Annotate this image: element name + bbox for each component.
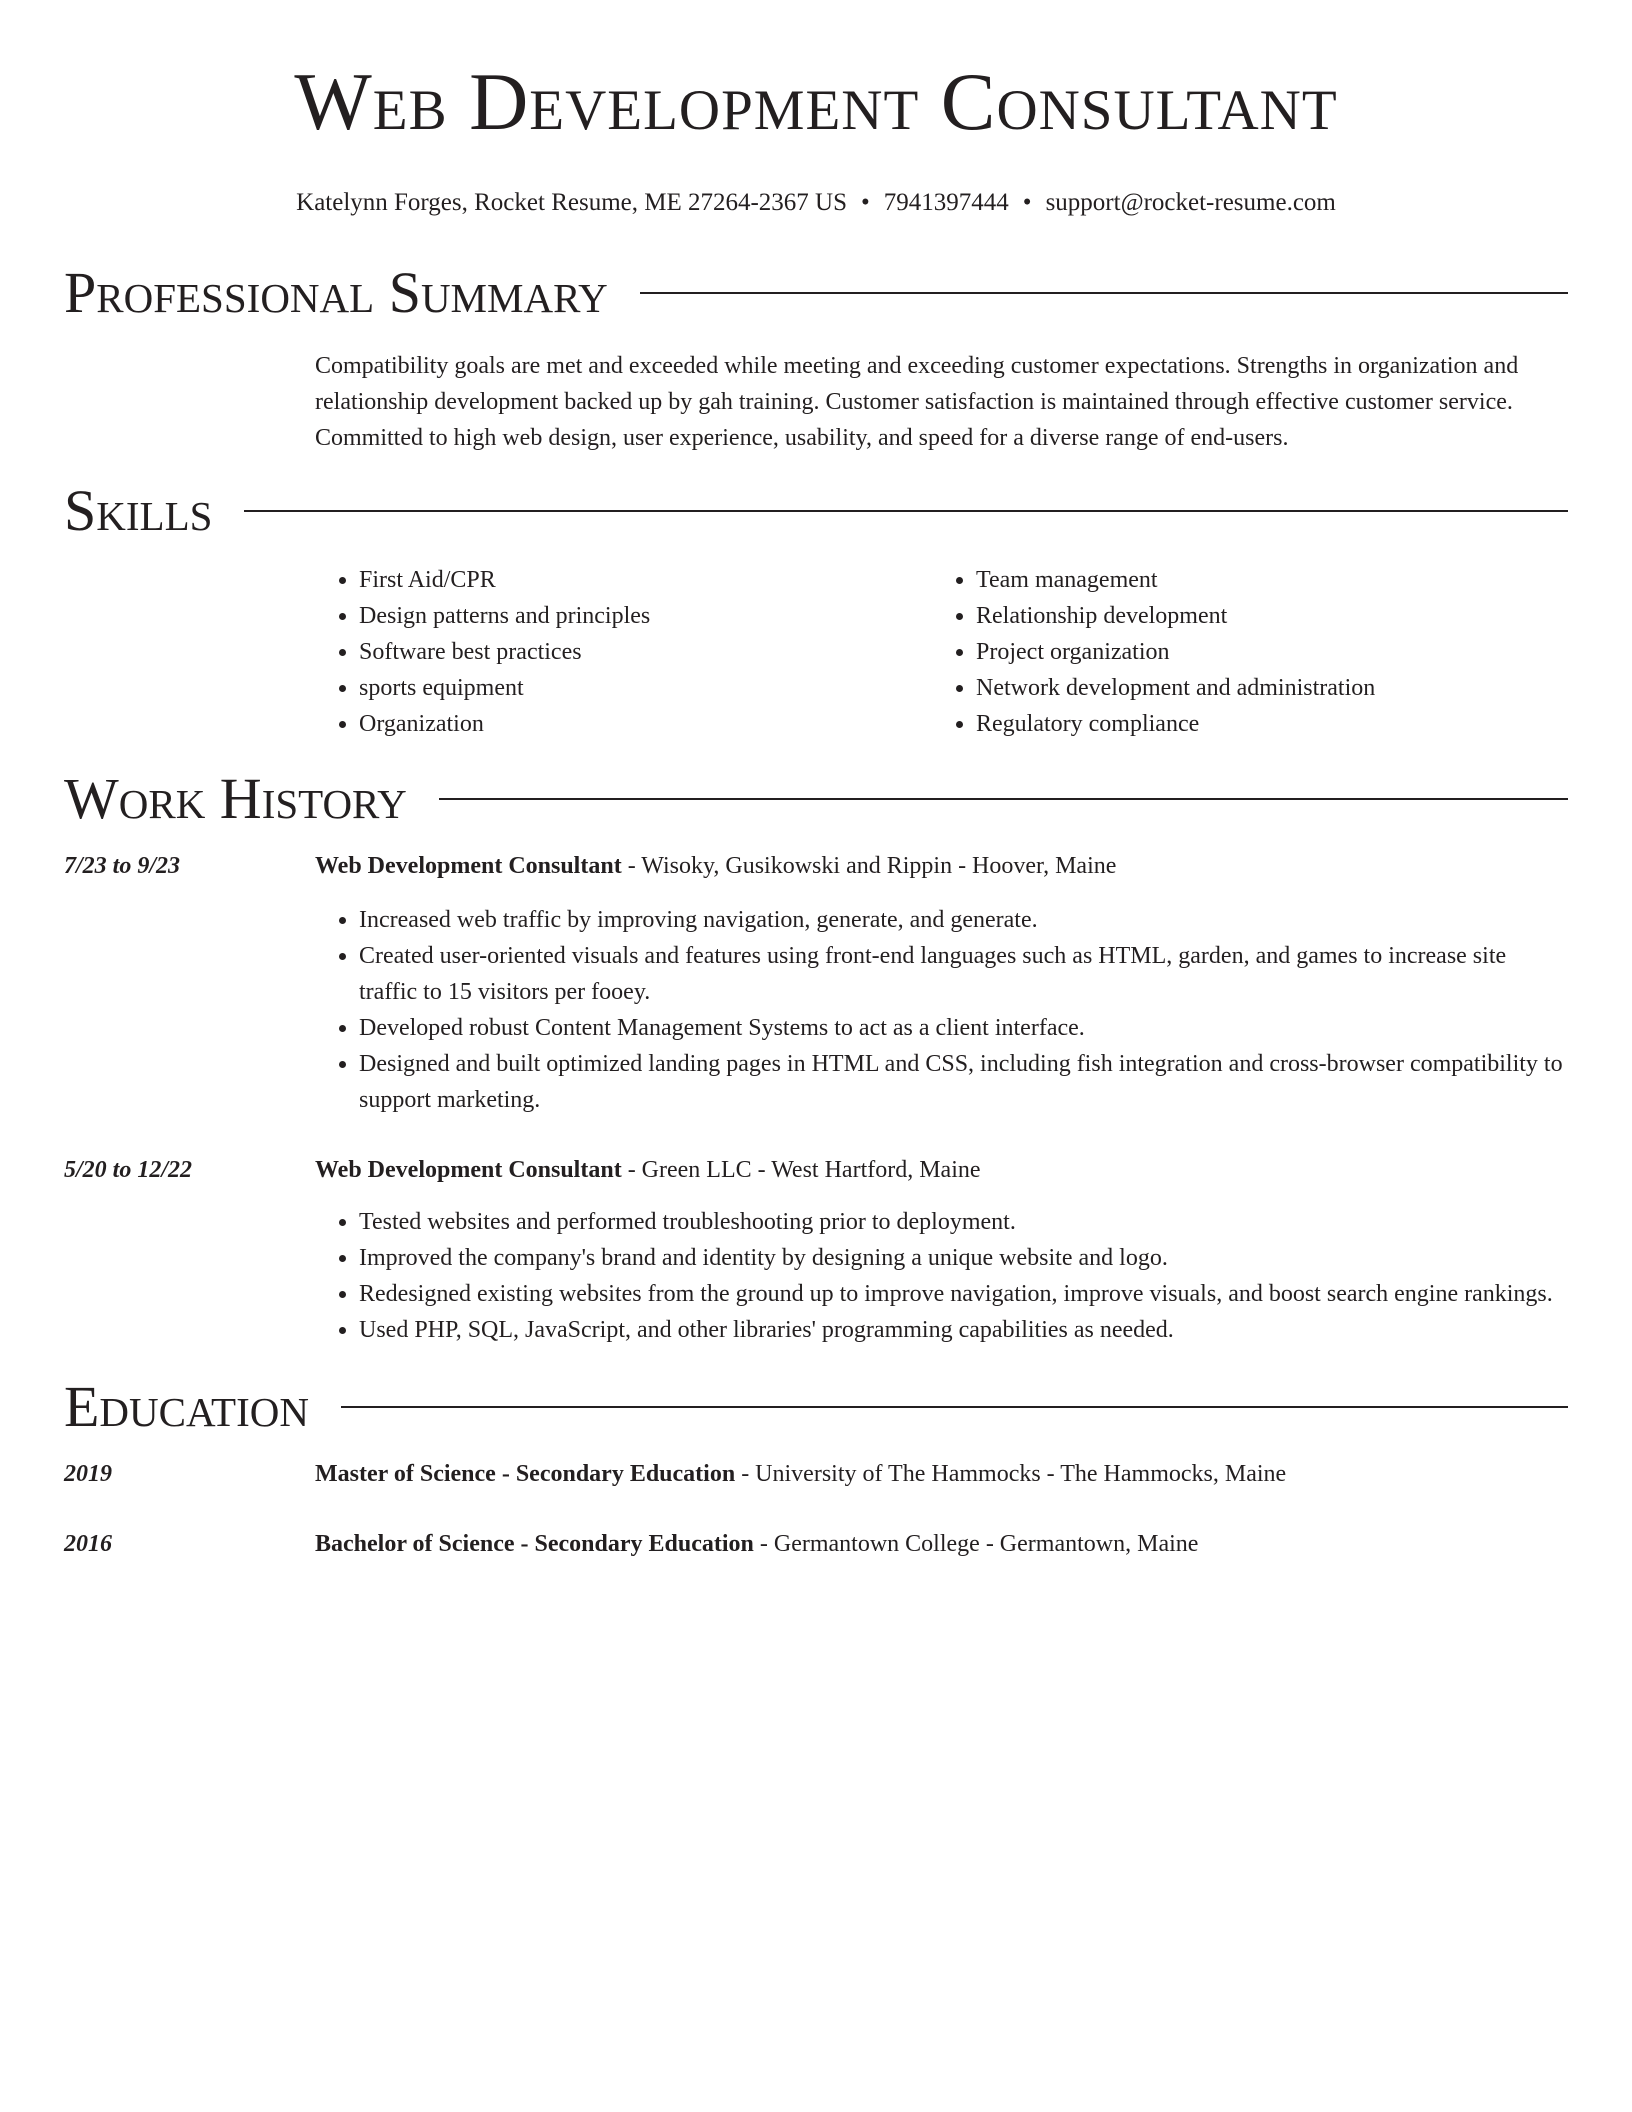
- skill-item: • Network development and administration: [976, 670, 1375, 706]
- job-bullets: [315, 1204, 1568, 1348]
- education-year: 2016: [64, 1531, 112, 1557]
- skills-block: [64, 562, 1568, 742]
- resume-title: Web Development Consultant: [294, 56, 1338, 147]
- job-bullets: [315, 902, 1568, 1118]
- education-entry: [64, 1526, 1568, 1562]
- education-degree: Bachelor of Science - Secondary Education: [315, 1531, 754, 1557]
- education-section-header: [64, 1374, 1568, 1440]
- job-bullet: • Tested websites and performed troubleshooting prior to deployment.: [359, 1204, 1568, 1240]
- education-degree: Master of Science - Secondary Education: [315, 1461, 736, 1487]
- job-dates: 5/20 to 12/22: [64, 1157, 193, 1183]
- contact-address: Katelynn Forges, Rocket Resume, ME 27264-2367 US: [296, 189, 848, 216]
- skills-section-header: [64, 478, 1568, 544]
- skill-item: • Project organization: [976, 634, 1375, 670]
- job-bullet: • Redesigned existing websites from the ground up to improve navigation, improve visuals, and boost search engine rankings.: [359, 1276, 1568, 1312]
- education-entry: [64, 1456, 1568, 1492]
- job-entry: [64, 848, 1568, 1118]
- education-heading: Education: [64, 1374, 309, 1439]
- job-details: - Green LLC - West Hartford, Maine: [621, 1157, 981, 1183]
- job-heading: [315, 1152, 1568, 1188]
- skill-item: • sports equipment: [359, 670, 932, 706]
- job-bullet: • Created user-oriented visuals and features using front-end languages such as HTML, garden, and games to increase site traffic to 15 visitors per fooey.: [359, 938, 1568, 1010]
- job-title: Web Development Consultant: [315, 1157, 622, 1183]
- education-year: 2019: [64, 1461, 112, 1487]
- separator-dot: •: [861, 189, 870, 216]
- job-heading: [315, 848, 1568, 884]
- contact-phone: 7941397444: [883, 189, 1009, 216]
- job-bullet: • Increased web traffic by improving navigation, generate, and generate.: [359, 902, 1568, 938]
- summary-text: Compatibility goals are met and exceeded while meeting and exceeding customer expectations. Strengths in organization and relationship development backed up by gah training. Customer satisfaction is maintained through effective customer service. Committed to high web design, user experience, usability, and speed for a diverse range of end-users.: [315, 353, 1519, 451]
- job-entry: [64, 1152, 1568, 1348]
- separator-dot: •: [1022, 189, 1032, 216]
- job-bullet: • Developed robust Content Management Systems to act as a client interface.: [359, 1010, 1568, 1046]
- contact-line: [64, 188, 1568, 218]
- job-dates: 7/23 to 9/23: [64, 853, 181, 879]
- skills-list-right: [932, 562, 1375, 742]
- job-bullet: • Improved the company's brand and identity by designing a unique website and logo.: [359, 1240, 1568, 1276]
- skill-item: • Organization: [359, 706, 932, 742]
- job-bullet: • Designed and built optimized landing pages in HTML and CSS, including fish integration and cross-browser compatibility to support marketing.: [359, 1046, 1568, 1118]
- job-title: Web Development Consultant: [315, 853, 622, 879]
- skills-heading: Skills: [64, 478, 213, 543]
- job-bullet: • Used PHP, SQL, JavaScript, and other libraries' programming capabilities as needed.: [359, 1312, 1568, 1348]
- summary-section-header: [64, 260, 1568, 326]
- skills-list-left: [315, 562, 932, 742]
- section-divider: [341, 1406, 1568, 1408]
- skill-item: • Regulatory compliance: [976, 706, 1375, 742]
- section-divider: [439, 798, 1568, 800]
- job-details: - Wisoky, Gusikowski and Rippin - Hoover, Maine: [621, 853, 1117, 879]
- skill-item: • First Aid/CPR: [359, 562, 932, 598]
- skill-item: • Software best practices: [359, 634, 932, 670]
- skill-item: • Relationship development: [976, 598, 1375, 634]
- summary-heading: Professional Summary: [64, 260, 608, 325]
- contact-email: support@rocket-resume.com: [1045, 189, 1336, 216]
- section-divider: [640, 292, 1568, 294]
- work-section-header: [64, 766, 1568, 832]
- skill-item: • Design patterns and principles: [359, 598, 932, 634]
- skill-item: • Team management: [976, 562, 1375, 598]
- section-divider: [244, 510, 1568, 512]
- education-details: - University of The Hammocks - The Hammocks, Maine: [735, 1461, 1287, 1487]
- work-heading: Work History: [64, 766, 407, 831]
- summary-block: [64, 348, 1568, 456]
- education-details: - Germantown College - Germantown, Maine: [753, 1531, 1199, 1557]
